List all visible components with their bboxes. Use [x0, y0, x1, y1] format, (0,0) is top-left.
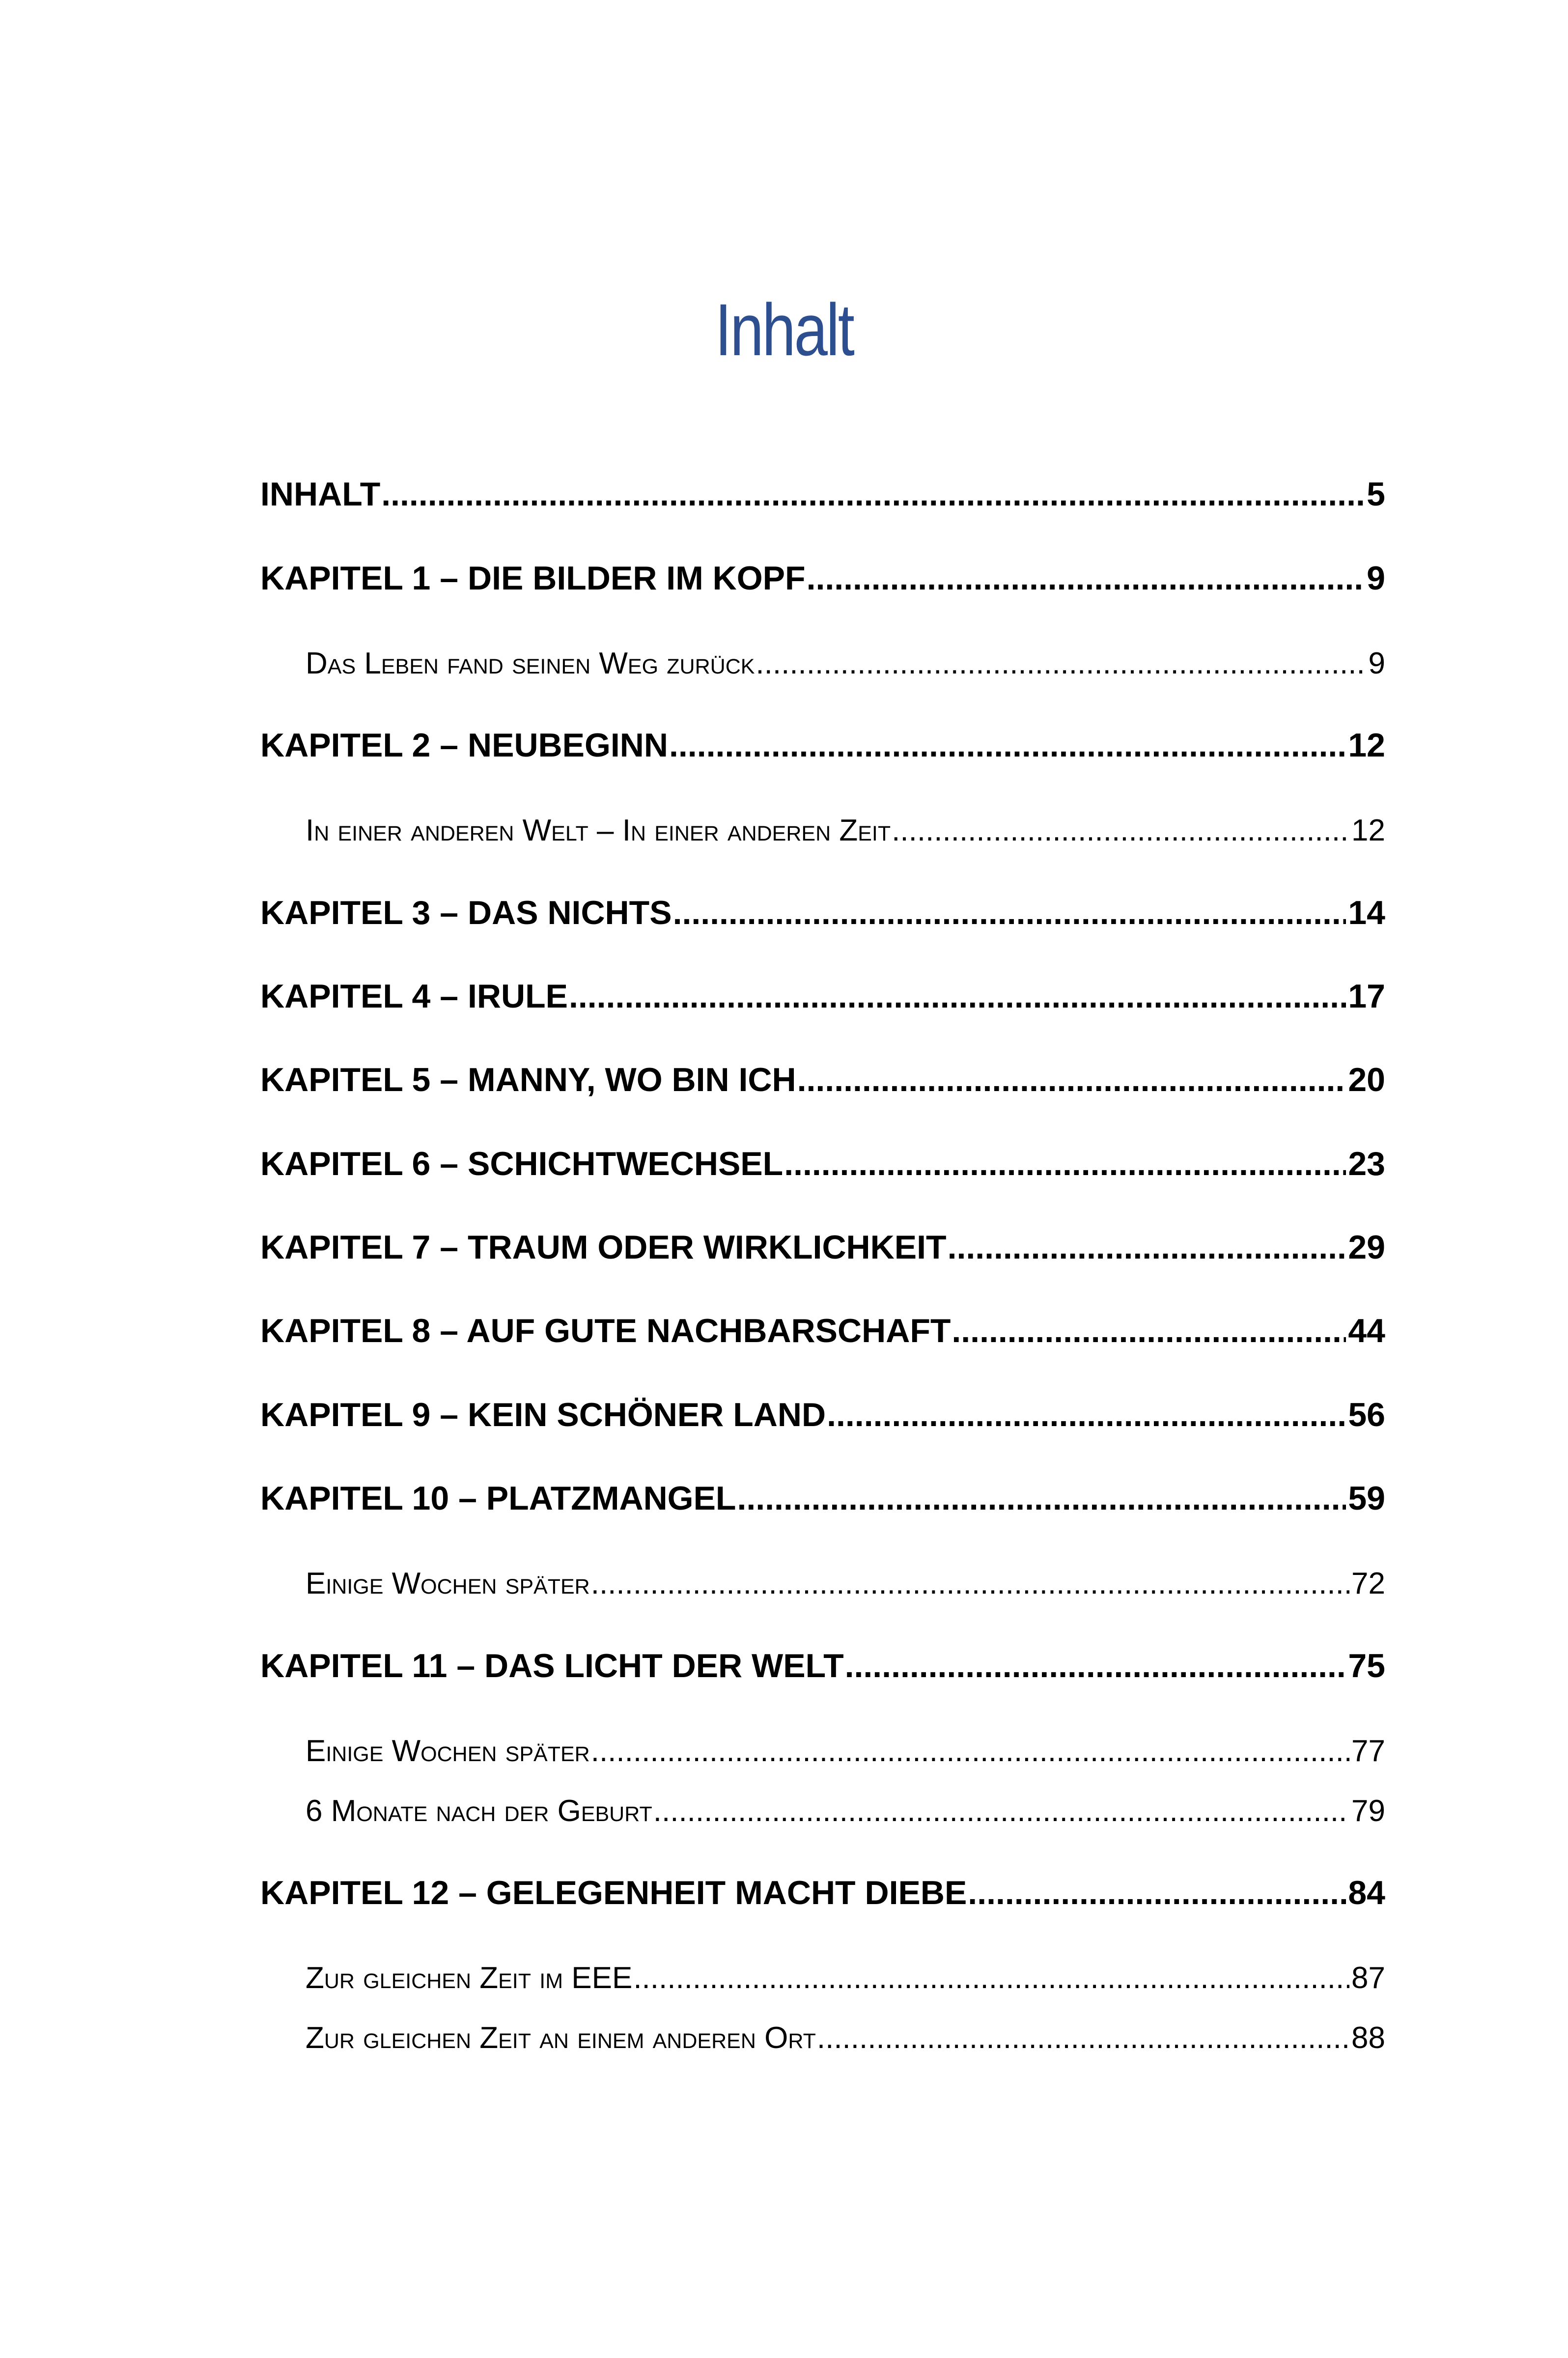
toc-page-number: 20 — [1348, 1061, 1385, 1098]
dot-leader — [952, 1312, 1346, 1350]
dot-leader — [737, 1479, 1346, 1517]
toc-page-number: 77 — [1351, 1734, 1385, 1768]
toc-entry-label: INHALT — [260, 476, 381, 513]
toc-page-number: 17 — [1348, 978, 1385, 1015]
dot-leader — [756, 646, 1366, 681]
toc-chapter-entry[interactable] — [260, 469, 1385, 513]
toc-chapter-entry[interactable] — [260, 971, 1385, 1015]
dot-leader — [817, 2021, 1349, 2055]
toc-entry-label: In einer anderen Welt – In einer anderen Zeit — [306, 814, 891, 847]
toc-section-entry[interactable] — [306, 1724, 1385, 1768]
toc-page-number: 72 — [1351, 1567, 1385, 1600]
toc-page-number: 12 — [1351, 814, 1385, 847]
toc-entry-label: Das Leben fand seinen Weg zurück — [306, 646, 755, 680]
toc-section-entry[interactable] — [306, 1557, 1385, 1601]
toc-page-number: 12 — [1348, 727, 1385, 764]
toc-chapter-entry[interactable] — [260, 553, 1385, 597]
toc-section-entry[interactable] — [306, 2011, 1385, 2055]
toc-chapter-entry[interactable] — [260, 1868, 1385, 1912]
dot-leader — [591, 1734, 1349, 1768]
toc-page-number: 9 — [1368, 646, 1385, 680]
dot-leader — [653, 1794, 1349, 1828]
toc-entry-label: KAPITEL 3 – DAS NICHTS — [260, 894, 672, 931]
toc-entry-label: KAPITEL 4 – IRULE — [260, 978, 568, 1015]
toc-entry-label: KAPITEL 1 – DIE BILDER IM KOPF — [260, 560, 806, 597]
dot-leader — [968, 1874, 1346, 1912]
toc-section-entry[interactable] — [306, 637, 1385, 681]
toc-chapter-entry[interactable] — [260, 888, 1385, 932]
dot-leader — [892, 813, 1349, 848]
toc-chapter-entry[interactable] — [260, 1055, 1385, 1099]
dot-leader — [797, 1061, 1346, 1099]
toc-entry-label: 6 Monate nach der Geburt — [306, 1794, 652, 1828]
toc-entry-label: Zur gleichen Zeit im EEE — [306, 1961, 633, 1995]
dot-leader — [381, 475, 1365, 513]
toc-entry-label: KAPITEL 10 – PLATZMANGEL — [260, 1480, 736, 1517]
dot-leader — [633, 1961, 1349, 1995]
toc-page-number: 14 — [1348, 894, 1385, 931]
toc-chapter-entry[interactable] — [260, 1473, 1385, 1517]
toc-entry-label: KAPITEL 7 – TRAUM ODER WIRKLICHKEIT — [260, 1229, 947, 1266]
dot-leader — [827, 1396, 1346, 1434]
toc-page-number: 87 — [1351, 1961, 1385, 1995]
toc-page-number: 79 — [1351, 1794, 1385, 1828]
toc-page-number: 23 — [1348, 1145, 1385, 1182]
dot-leader — [845, 1647, 1346, 1685]
toc-chapter-entry[interactable] — [260, 1390, 1385, 1434]
toc-chapter-entry[interactable] — [260, 1222, 1385, 1266]
dot-leader — [807, 559, 1365, 597]
toc-entry-label: KAPITEL 5 – MANNY, WO BIN ICH — [260, 1061, 796, 1098]
toc-entry-label: Zur gleichen Zeit an einem anderen Ort — [306, 2021, 816, 2055]
toc-page-number: 88 — [1351, 2021, 1385, 2055]
dot-leader — [591, 1566, 1349, 1601]
dot-leader — [784, 1145, 1346, 1183]
toc-page-number: 84 — [1348, 1874, 1385, 1911]
dot-leader — [948, 1228, 1346, 1266]
toc-page-number: 29 — [1348, 1229, 1385, 1266]
toc-chapter-entry[interactable] — [260, 1641, 1385, 1685]
toc-page-number: 9 — [1367, 560, 1385, 597]
toc-entry-label: KAPITEL 9 – KEIN SCHÖNER LAND — [260, 1396, 826, 1433]
toc-entry-label: KAPITEL 11 – DAS LICHT DER WELT — [260, 1647, 844, 1684]
toc-section-entry[interactable] — [306, 1784, 1385, 1828]
page-title: Inhalt — [715, 288, 853, 371]
toc-entry-label: KAPITEL 6 – SCHICHTWECHSEL — [260, 1145, 784, 1182]
toc-chapter-entry[interactable] — [260, 1306, 1385, 1350]
toc-page-number: 59 — [1348, 1480, 1385, 1517]
dot-leader — [569, 977, 1346, 1015]
toc-entry-label: KAPITEL 12 – GELEGENHEIT MACHT DIEBE — [260, 1874, 967, 1911]
toc-entry-label: KAPITEL 8 – AUF GUTE NACHBARSCHAFT — [260, 1312, 951, 1349]
toc-entry-label: KAPITEL 2 – NEUBEGINN — [260, 727, 669, 764]
toc-page-number: 44 — [1348, 1312, 1385, 1349]
dot-leader — [669, 726, 1346, 764]
toc-entry-label: Einige Wochen später — [306, 1567, 590, 1600]
toc-chapter-entry[interactable] — [260, 1139, 1385, 1183]
toc-section-entry[interactable] — [306, 1951, 1385, 1995]
toc-entry-label: Einige Wochen später — [306, 1734, 590, 1768]
toc-page-number: 75 — [1348, 1647, 1385, 1684]
dot-leader — [673, 894, 1346, 932]
toc-page-number: 5 — [1367, 476, 1385, 513]
toc-page-number: 56 — [1348, 1396, 1385, 1433]
toc-chapter-entry[interactable] — [260, 720, 1385, 764]
toc-section-entry[interactable] — [306, 804, 1385, 848]
